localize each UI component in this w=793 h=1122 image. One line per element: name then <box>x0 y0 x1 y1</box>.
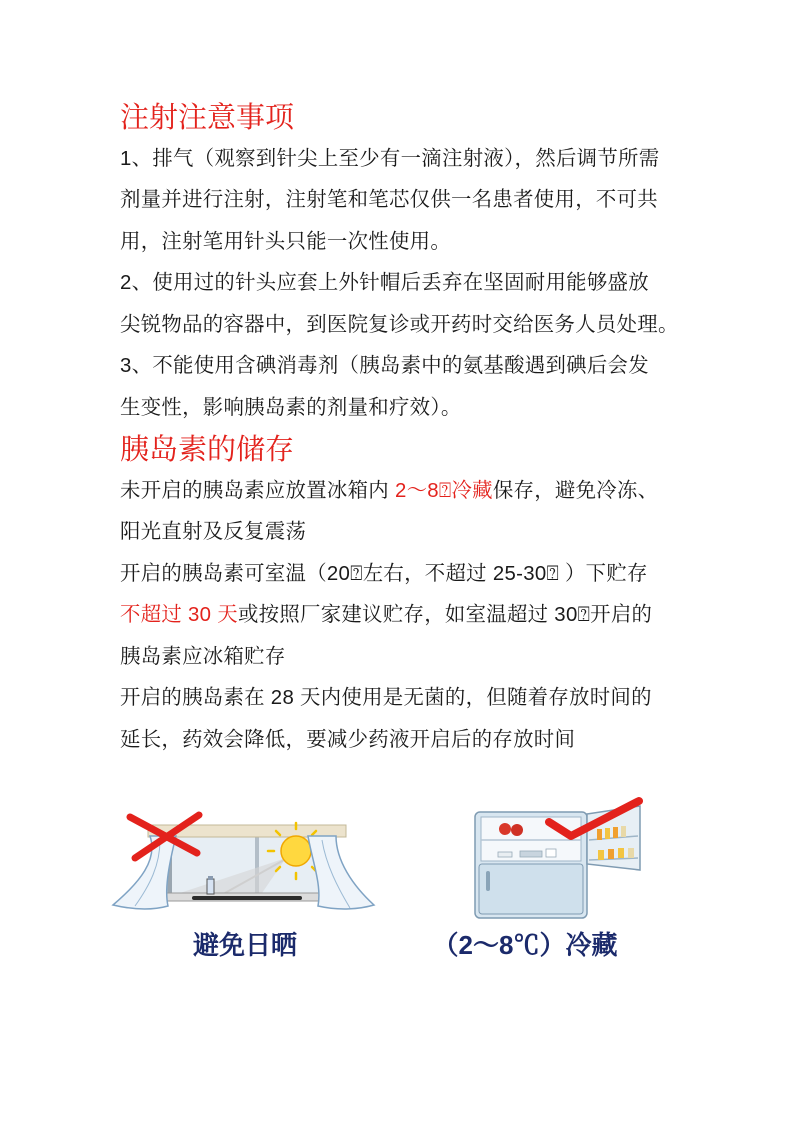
storage-text: 未开启的胰岛素应放置冰箱内 <box>120 479 395 502</box>
storage-line <box>120 471 720 513</box>
storage-line <box>120 595 720 637</box>
storage-line <box>120 678 720 720</box>
refrigerator-interior <box>481 817 581 861</box>
injection-note-line: 用，注射笔用针头只能一次性使用。 <box>120 230 452 253</box>
freezer-door <box>479 864 583 914</box>
storage-text: 胰岛素应冰箱贮存 <box>120 645 286 668</box>
door-handle <box>486 871 490 891</box>
storage-text: 开启的胰岛素在 28 天内使用是无菌的，但随着存放时间的 <box>120 687 652 709</box>
section-title-injection-notes: 注射注意事项 <box>120 100 295 134</box>
injection-note-line: 剂量并进行注射，注射笔和笔芯仅供一名患者使用，不可共 <box>120 189 658 211</box>
storage-text: 延长，药效会降低，要减少药液开启后的存放时间 <box>120 728 576 751</box>
injection-note-line: 生变性，影响胰岛素的剂量和疗效）。 <box>120 396 462 419</box>
storage-duration-highlight: 不超过 30 天 <box>120 604 238 626</box>
document-body <box>120 97 720 761</box>
injection-note-line: 3、不能使用含碘消毒剂（胰岛素中的氨基酸遇到碘后会发 <box>120 355 649 377</box>
caption-avoid-sunlight: 避免日晒 <box>192 930 297 960</box>
tomato-icon <box>499 823 511 835</box>
window-sunlight-illustration <box>108 796 380 916</box>
storage-line <box>120 554 720 596</box>
storage-line <box>120 512 720 554</box>
storage-line <box>120 637 720 679</box>
tomato-icon <box>511 824 523 836</box>
storage-text: 阳光直射及反复震荡 <box>120 521 307 543</box>
injection-note-line: 2、使用过的针头应套上外针帽后丢弃在坚固耐用能够盛放 <box>120 272 649 294</box>
storage-text: 或按照厂家建议贮存，如室温超过 30⍰开启的 <box>237 604 653 626</box>
injection-note-line: 尖锐物品的容器中，到医院复诊或开药时交给医务人员处理。 <box>120 313 679 336</box>
caption-refrigerate: （2～8℃）冷藏 <box>432 930 618 960</box>
storage-line <box>120 720 720 762</box>
storage-text: 开启的胰岛素可室温（20⍰左右，不超过 25-30⍰ ）下贮存 <box>120 562 648 585</box>
storage-temperature-highlight: 2～8⍰冷藏 <box>394 479 493 502</box>
open-refrigerator-illustration <box>466 796 646 922</box>
injection-note-line: 1、排气（观察到针尖上至少有一滴注射液），然后调节所需 <box>120 147 660 170</box>
section-title-storage: 胰岛素的储存 <box>120 432 295 466</box>
storage-text: 保存，避免冷冻、 <box>492 479 659 502</box>
left-curtain <box>113 836 176 909</box>
